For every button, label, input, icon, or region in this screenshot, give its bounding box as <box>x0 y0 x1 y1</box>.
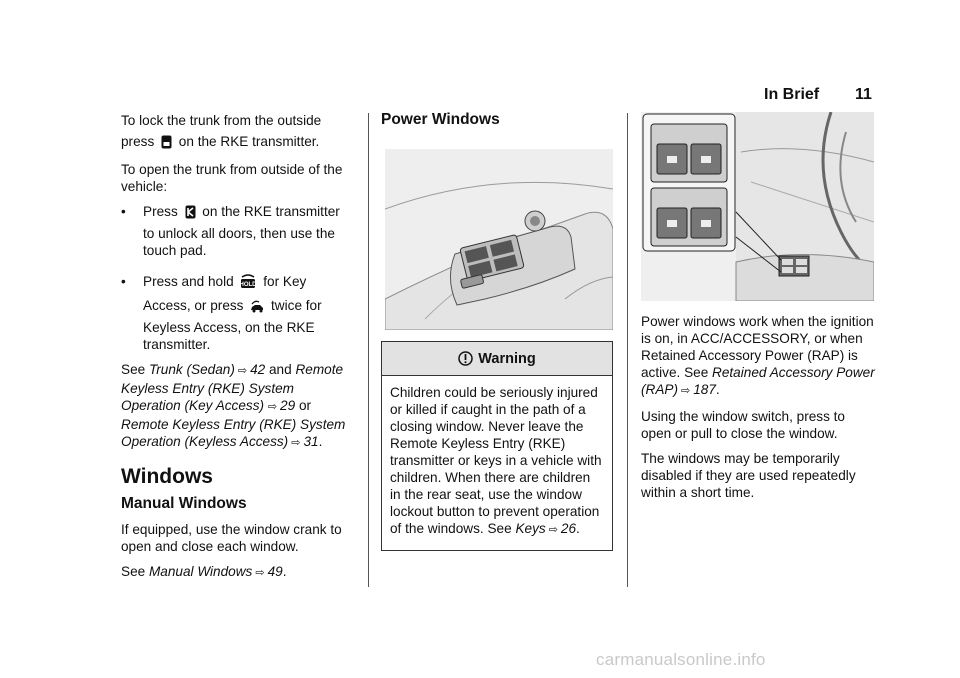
trunk-lock-line-2: press on the RKE transmitter. <box>121 133 357 153</box>
ref-link-trunk[interactable]: Trunk (Sedan) <box>148 362 235 377</box>
see-also-trunk: See Trunk (Sedan) ⇨ 42 and Remote Keyless Entry (RKE) System Operation (Key Access) ⇨ 29 or Remote Keyless Entry (RKE) System Operation (Keyless Access) ⇨ 31. <box>121 362 346 449</box>
power-windows-text-2: Using the window switch, press to open or pull to close the window. <box>641 409 845 441</box>
ref-link-keys[interactable]: Keys <box>515 521 546 536</box>
svg-text:HOLD: HOLD <box>240 282 257 288</box>
list-item: • Press and hold HOLD for Key Access, or press twice for Keyless Access, on the RKE transmitter. <box>121 274 322 352</box>
heading-manual-windows: Manual Windows <box>121 495 247 512</box>
trunk-icon <box>161 135 172 153</box>
see-also-manual: See Manual Windows ⇨ 49. <box>121 564 287 579</box>
column-3 <box>641 313 877 509</box>
unlock-icon <box>185 205 196 223</box>
heading-windows: Windows <box>121 465 213 488</box>
warning-text: Children could be seriously injured or killed if caught in the path of a closing window. Never leave the Remote Keyless Entry (RKE) transmitter or keys in a vehicle with children. When there are children in the rear seat, use the window lockout button to prevent operation of the windows. See Keys ⇨ 26. <box>390 385 602 536</box>
column-divider-2 <box>627 113 628 587</box>
trunk-open-intro: To open the trunk from outside of the vehicle: <box>121 162 343 194</box>
watermark-text: carmanualsonline.info <box>596 650 766 669</box>
power-windows-text-3: The windows may be temporarily disabled if they are used repeatedly within a short time. <box>641 451 856 500</box>
ref-link-rap[interactable]: Retained Accessory Power (RAP) <box>641 365 875 397</box>
door-switch-illustration <box>385 149 613 330</box>
heading-power-windows: Power Windows <box>381 111 500 128</box>
warning-icon <box>458 351 473 366</box>
column-1 <box>121 112 357 582</box>
remote-hold-icon <box>240 274 256 293</box>
warning-header: Warning <box>382 342 612 376</box>
interior-switch-illustration <box>641 112 874 301</box>
section-title: In Brief <box>764 86 820 103</box>
ref-link-rke-keyless[interactable]: Remote Keyless Entry (RKE) System Operation (Keyless Access) <box>121 417 346 449</box>
ref-link-manual-windows[interactable]: Manual Windows <box>148 564 253 579</box>
manual-windows-text: If equipped, use the window crank to open and close each window. <box>121 522 342 554</box>
ref-link-rke-key[interactable]: Remote Keyless Entry (RKE) System Operation (Key Access) <box>121 362 344 413</box>
list-item: • Press on the RKE transmitter to unlock all doors, then use the touch pad. <box>121 204 340 258</box>
power-windows-text-1: Power windows work when the ignition is on, in ACC/ACCESSORY, or when Retained Accessory Power (RAP) is active. See Retained Accessory Power (RAP) ⇨ 187. <box>641 314 875 397</box>
trunk-lock-line-1: To lock the trunk from the outside <box>121 113 322 128</box>
warning-box <box>381 341 613 551</box>
vehicle-icon <box>250 300 264 317</box>
page-number: 11 <box>855 86 872 103</box>
column-divider-1 <box>368 113 369 587</box>
